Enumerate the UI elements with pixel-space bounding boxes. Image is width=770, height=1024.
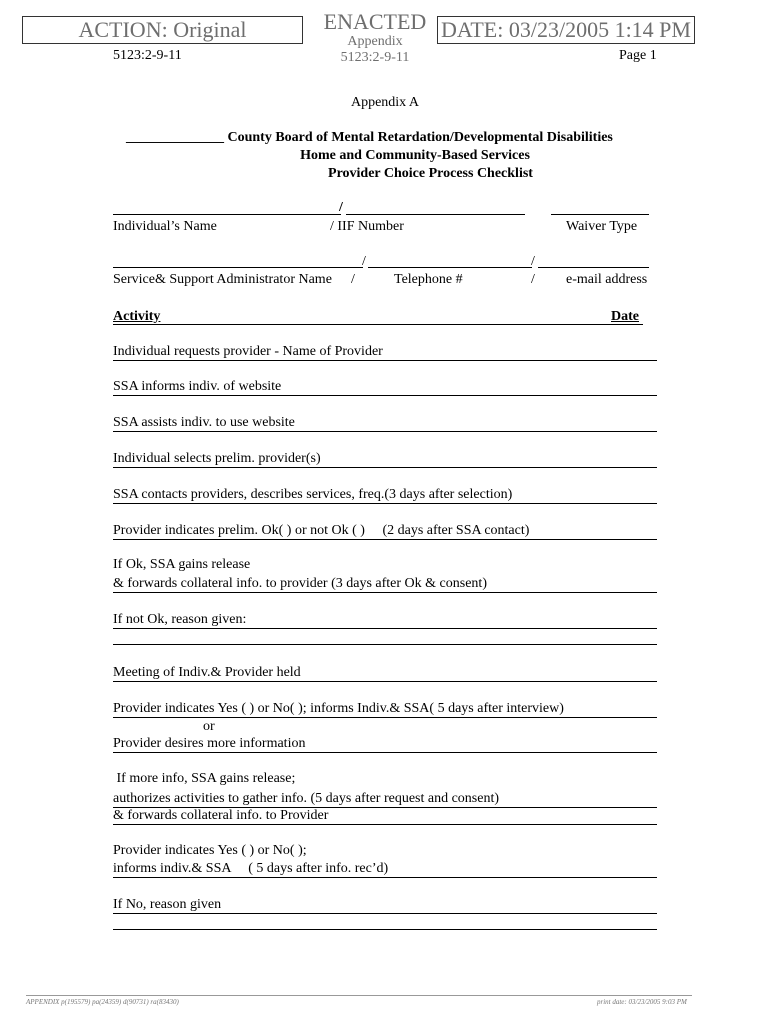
iif-field-line[interactable]: [346, 214, 525, 215]
activity-row[interactable]: [113, 522, 657, 540]
slash-2: /: [531, 272, 535, 287]
waiver-field-line[interactable]: [551, 214, 649, 215]
activity-row[interactable]: [113, 664, 657, 682]
activity-text: SSA assists indiv. to use website: [113, 415, 295, 430]
activity-row[interactable]: [113, 790, 657, 808]
activity-row[interactable]: [113, 575, 657, 593]
activity-header: Activity: [113, 309, 161, 324]
activity-text: If more info, SSA gains release;: [113, 771, 296, 786]
page-number: Page 1: [619, 48, 657, 63]
date-header: Date: [611, 309, 639, 324]
waiver-type-label: Waiver Type: [566, 219, 638, 234]
activity-text: authorizes activities to gather info. (5 days after request and consent): [113, 791, 500, 806]
activity-text: informs indiv.& SSA ( 5 days after info. rec’d): [113, 861, 389, 876]
slash-1: /: [351, 272, 355, 287]
activity-text: If Ok, SSA gains release: [113, 557, 251, 572]
activity-text: Provider desires more information: [113, 736, 306, 751]
rule-number: 5123:2-9-11: [113, 48, 182, 63]
appendix-rule: 5123:2-9-11: [340, 50, 410, 65]
activity-text: If not Ok, reason given:: [113, 612, 247, 627]
activity-row[interactable]: [113, 378, 657, 396]
activity-text: Provider indicates Yes ( ) or No( ); informs Indiv.& SSA( 5 days after interview): [113, 701, 564, 716]
title-line-1: ______________ County Board of Mental Retardation/Developmental Disabilities: [126, 130, 613, 145]
activity-text: SSA contacts providers, describes services, freq.(3 days after selection): [113, 487, 513, 502]
activity-text: Individual selects prelim. provider(s): [113, 451, 321, 466]
individual-name-label: Individual’s Name: [113, 219, 217, 234]
status-label: ENACTED: [323, 9, 427, 34]
tel-email-separator: /: [531, 254, 535, 269]
iif-number-label: / IIF Number: [330, 219, 404, 234]
email-field-line[interactable]: [538, 267, 649, 268]
action-box: [22, 16, 303, 44]
activity-row[interactable]: [113, 486, 657, 504]
activity-row[interactable]: [113, 896, 657, 914]
activity-text: & forwards collateral info. to provider (3 days after Ok & consent): [113, 576, 487, 591]
activity-row[interactable]: [113, 735, 657, 753]
activity-row[interactable]: [113, 860, 657, 878]
activity-text: If No, reason given: [113, 897, 222, 912]
no-reason-blank-line[interactable]: [113, 929, 657, 930]
activity-row[interactable]: [113, 450, 657, 468]
footer-rule: [26, 995, 692, 996]
activity-row[interactable]: [113, 611, 657, 629]
title-line-3: Provider Choice Process Checklist: [328, 166, 533, 181]
action-label: ACTION: Original: [78, 17, 247, 42]
activity-row[interactable]: [113, 414, 657, 432]
activity-text: & forwards collateral info. to Provider: [113, 808, 329, 823]
activity-text: SSA informs indiv. of website: [113, 379, 282, 394]
reason-blank-line[interactable]: [113, 644, 657, 645]
telephone-field-line[interactable]: [368, 267, 532, 268]
footer-right: print date: 03/23/2005 9:03 PM: [597, 998, 687, 1006]
footer-left: APPENDIX p(195579) pa(24359) d(90731) ra(83430): [26, 998, 179, 1006]
activity-row[interactable]: [113, 807, 657, 825]
ssa-name-label: Service& Support Administrator Name: [113, 272, 332, 287]
activity-row[interactable]: [113, 343, 657, 361]
ssa-tel-separator: /: [362, 254, 366, 269]
activity-row[interactable]: [113, 700, 657, 718]
appendix-label: Appendix: [347, 34, 403, 49]
status-stamp: [300, 10, 450, 66]
activity-header-rule: [113, 324, 643, 325]
activity-text: Individual requests provider - Name of Provider: [113, 344, 383, 359]
email-label: e-mail address: [566, 272, 648, 287]
name-iif-separator: /: [339, 200, 343, 215]
date-label: DATE: 03/23/2005 1:14 PM: [441, 17, 691, 42]
activity-text: Provider indicates Yes ( ) or No( );: [113, 843, 307, 858]
appendix-title: Appendix A: [350, 95, 420, 110]
title-line-2: Home and Community-Based Services: [300, 148, 530, 163]
activity-text: Provider indicates prelim. Ok( ) or not Ok ( ) (2 days after SSA contact): [113, 523, 530, 538]
activity-text: Meeting of Indiv.& Provider held: [113, 665, 301, 680]
ssa-field-line[interactable]: [113, 267, 363, 268]
name-field-line[interactable]: [113, 214, 341, 215]
activity-or: or: [203, 719, 215, 734]
telephone-label: Telephone #: [394, 272, 463, 287]
date-box: [437, 16, 695, 44]
